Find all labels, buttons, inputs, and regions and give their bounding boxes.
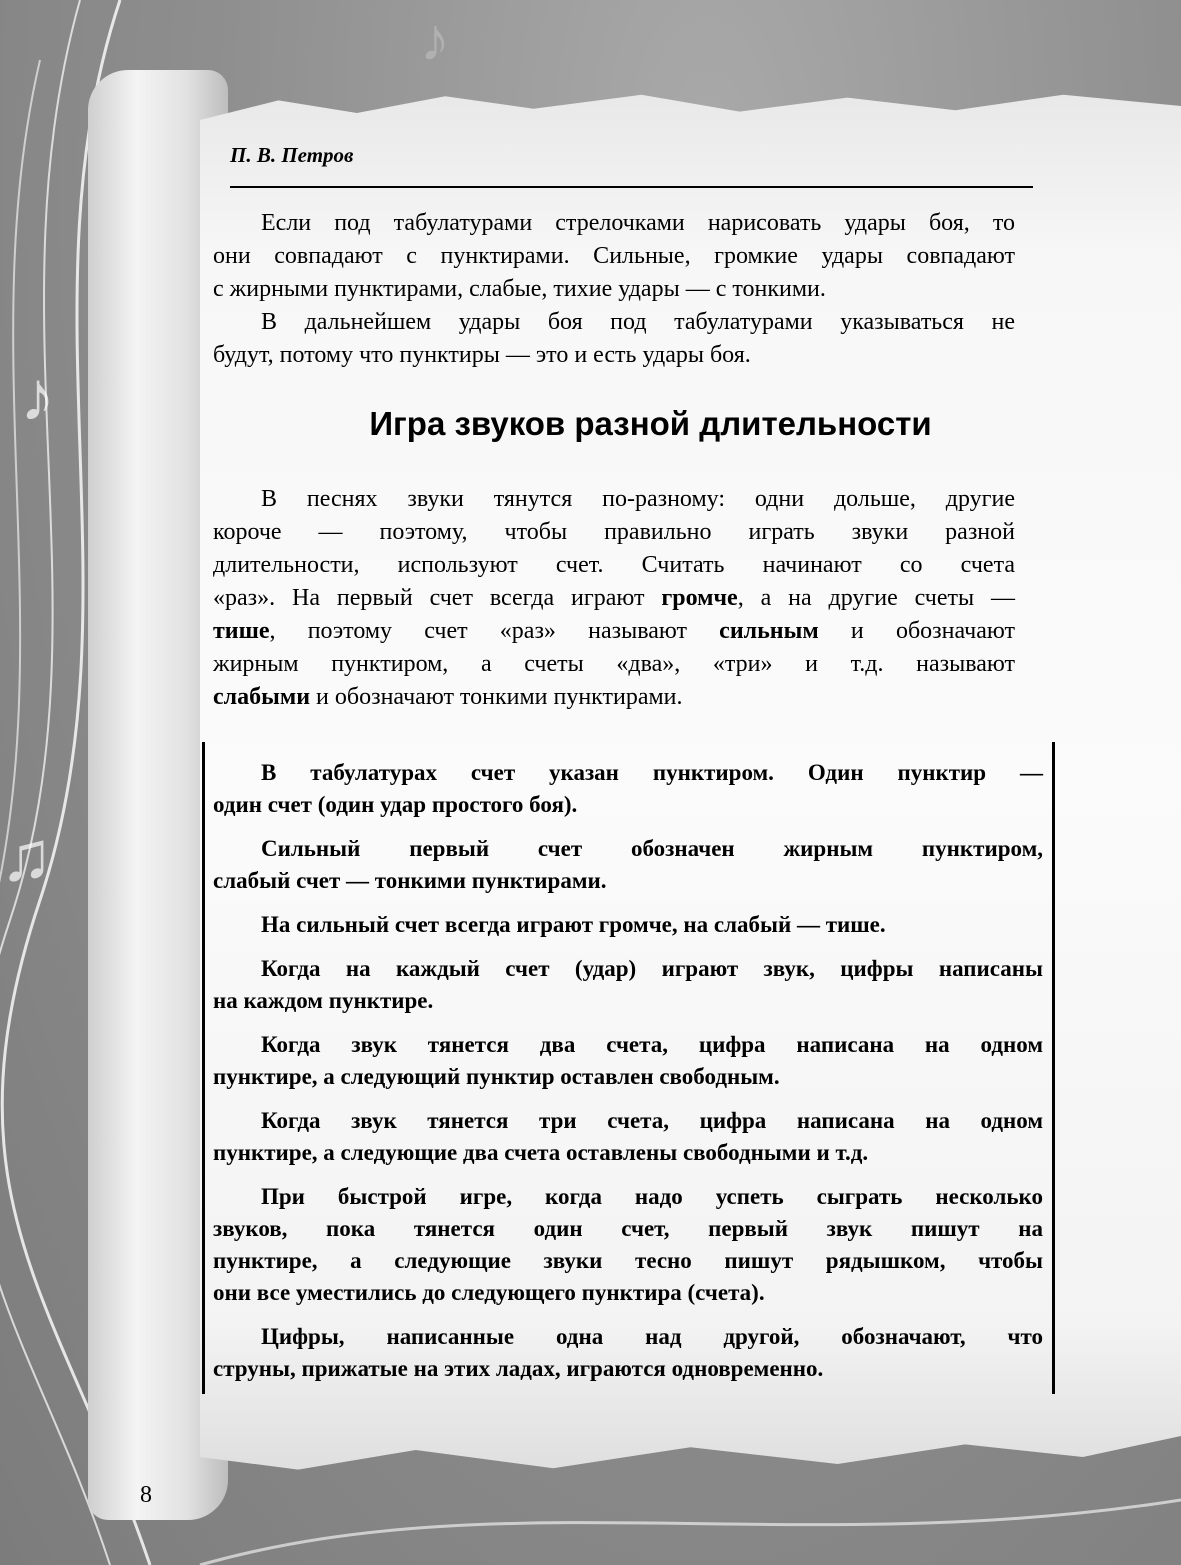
text-run: «раз». На первый счет всегда играют: [213, 585, 662, 611]
page-number: 8: [140, 1482, 152, 1508]
rules-box-text: [213, 757, 1043, 1397]
text-line: [213, 789, 1043, 821]
section-title: Игра звуков разной длительности: [369, 405, 932, 442]
text-run: они все уместились до следующего пунктира (счета).: [213, 1280, 765, 1305]
text-run: Сильный первый счет обозначен жирным пунктиром,: [261, 836, 1043, 861]
text-line: [213, 1277, 1043, 1309]
text-line: [213, 615, 1015, 648]
intro-text: [213, 207, 1015, 372]
paragraph: [213, 953, 1043, 1017]
paragraph: [213, 757, 1043, 821]
text-run: В дальнейшем удары боя под табулатурами указываться не: [261, 309, 1015, 335]
text-line: [213, 1105, 1043, 1137]
text-run: жирным пунктиром, а счеты «два», «три» и т.д. называют: [213, 651, 1015, 677]
text-line: [213, 207, 1015, 240]
text-line: [213, 985, 1043, 1017]
text-run: пунктире, а следующий пунктир оставлен свободным.: [213, 1064, 780, 1089]
paragraph: [213, 833, 1043, 897]
text-line: [213, 833, 1043, 865]
text-run: Когда звук тянется три счета, цифра написана на одном: [261, 1108, 1043, 1133]
header-rule: [230, 186, 1033, 188]
text-line: [213, 1245, 1043, 1277]
music-note-icon: ♫: [0, 819, 53, 896]
text-run: В табулатурах счет указан пунктиром. Один пунктир —: [261, 760, 1043, 785]
text-line: [213, 516, 1015, 549]
text-run: на каждом пунктире.: [213, 988, 434, 1013]
text-line: [213, 1061, 1043, 1093]
paragraph: [213, 483, 1015, 714]
text-line: [213, 1321, 1043, 1353]
text-line: [213, 1137, 1043, 1169]
text-run: будут, потому что пунктиры — это и есть удары боя.: [213, 342, 751, 368]
text-line: [213, 549, 1015, 582]
paragraph: [213, 1029, 1043, 1093]
music-note-icon: ♪: [420, 7, 450, 73]
text-line: [213, 339, 1015, 372]
text-run: Если под табулатурами стрелочками нарисовать удары боя, то: [261, 210, 1015, 236]
text-run: пунктире, а следующие звуки тесно пишут рядышком, чтобы: [213, 1248, 1043, 1273]
text-run: длительности, используют счет. Считать начинают со счета: [213, 552, 1015, 578]
text-line: [213, 1353, 1043, 1385]
text-run: Когда звук тянется два счета, цифра написана на одном: [261, 1032, 1043, 1057]
text-line: [213, 953, 1043, 985]
text-line: [213, 757, 1043, 789]
text-run: и обозначают тонкими пунктирами.: [310, 684, 683, 710]
paragraph: [213, 1181, 1043, 1309]
emphasized-term: слабыми: [213, 684, 311, 710]
text-line: [213, 582, 1015, 615]
paragraph: [213, 1105, 1043, 1169]
emphasized-term: громче: [661, 585, 738, 611]
text-line: [213, 1029, 1043, 1061]
paragraph: [213, 306, 1015, 372]
paragraph: [213, 207, 1015, 306]
text-line: [213, 483, 1015, 516]
text-run: слабый счет — тонкими пунктирами.: [213, 868, 607, 893]
paragraph: [213, 909, 1043, 941]
paragraph: [213, 1321, 1043, 1385]
text-line: [213, 1181, 1043, 1213]
text-line: [213, 648, 1015, 681]
text-run: В песнях звуки тянутся по-разному: одни дольше, другие: [261, 486, 1015, 512]
text-run: , а на другие счеты —: [737, 585, 1016, 611]
music-note-icon: ♪: [20, 359, 55, 436]
text-line: [213, 681, 1015, 714]
text-run: короче — поэтому, чтобы правильно играть звуки разной: [213, 519, 1015, 545]
text-run: и обозначают: [818, 618, 1015, 644]
text-line: [213, 865, 1043, 897]
running-header-author: П. В. Петров: [230, 143, 354, 167]
text-run: они совпадают с пунктирами. Сильные, громкие удары совпадают: [213, 243, 1015, 269]
emphasized-term: тише: [213, 618, 270, 644]
text-line: [213, 240, 1015, 273]
text-run: звуков, пока тянется один счет, первый звук пишут на: [213, 1216, 1043, 1241]
text-run: На сильный счет всегда играют громче, на слабый — тише.: [261, 912, 886, 937]
text-run: Цифры, написанные одна над другой, обозначают, что: [261, 1324, 1043, 1349]
text-line: [213, 1213, 1043, 1245]
text-line: [213, 909, 1043, 941]
text-run: , поэтому счет «раз» называют: [269, 618, 720, 644]
text-run: с жирными пунктирами, слабые, тихие удары — с тонкими.: [213, 276, 826, 302]
text-line: [213, 273, 1015, 306]
section-paragraph: [213, 483, 1015, 714]
text-run: Когда на каждый счет (удар) играют звук, цифры написаны: [261, 956, 1043, 981]
text-run: один счет (один удар простого боя).: [213, 792, 578, 817]
text-run: струны, прижатые на этих ладах, играются одновременно.: [213, 1356, 824, 1381]
text-run: пунктире, а следующие два счета оставлены свободными и т.д.: [213, 1140, 869, 1165]
text-run: При быстрой игре, когда надо успеть сыграть несколько: [261, 1184, 1043, 1209]
emphasized-term: сильным: [719, 618, 819, 644]
text-line: [213, 306, 1015, 339]
